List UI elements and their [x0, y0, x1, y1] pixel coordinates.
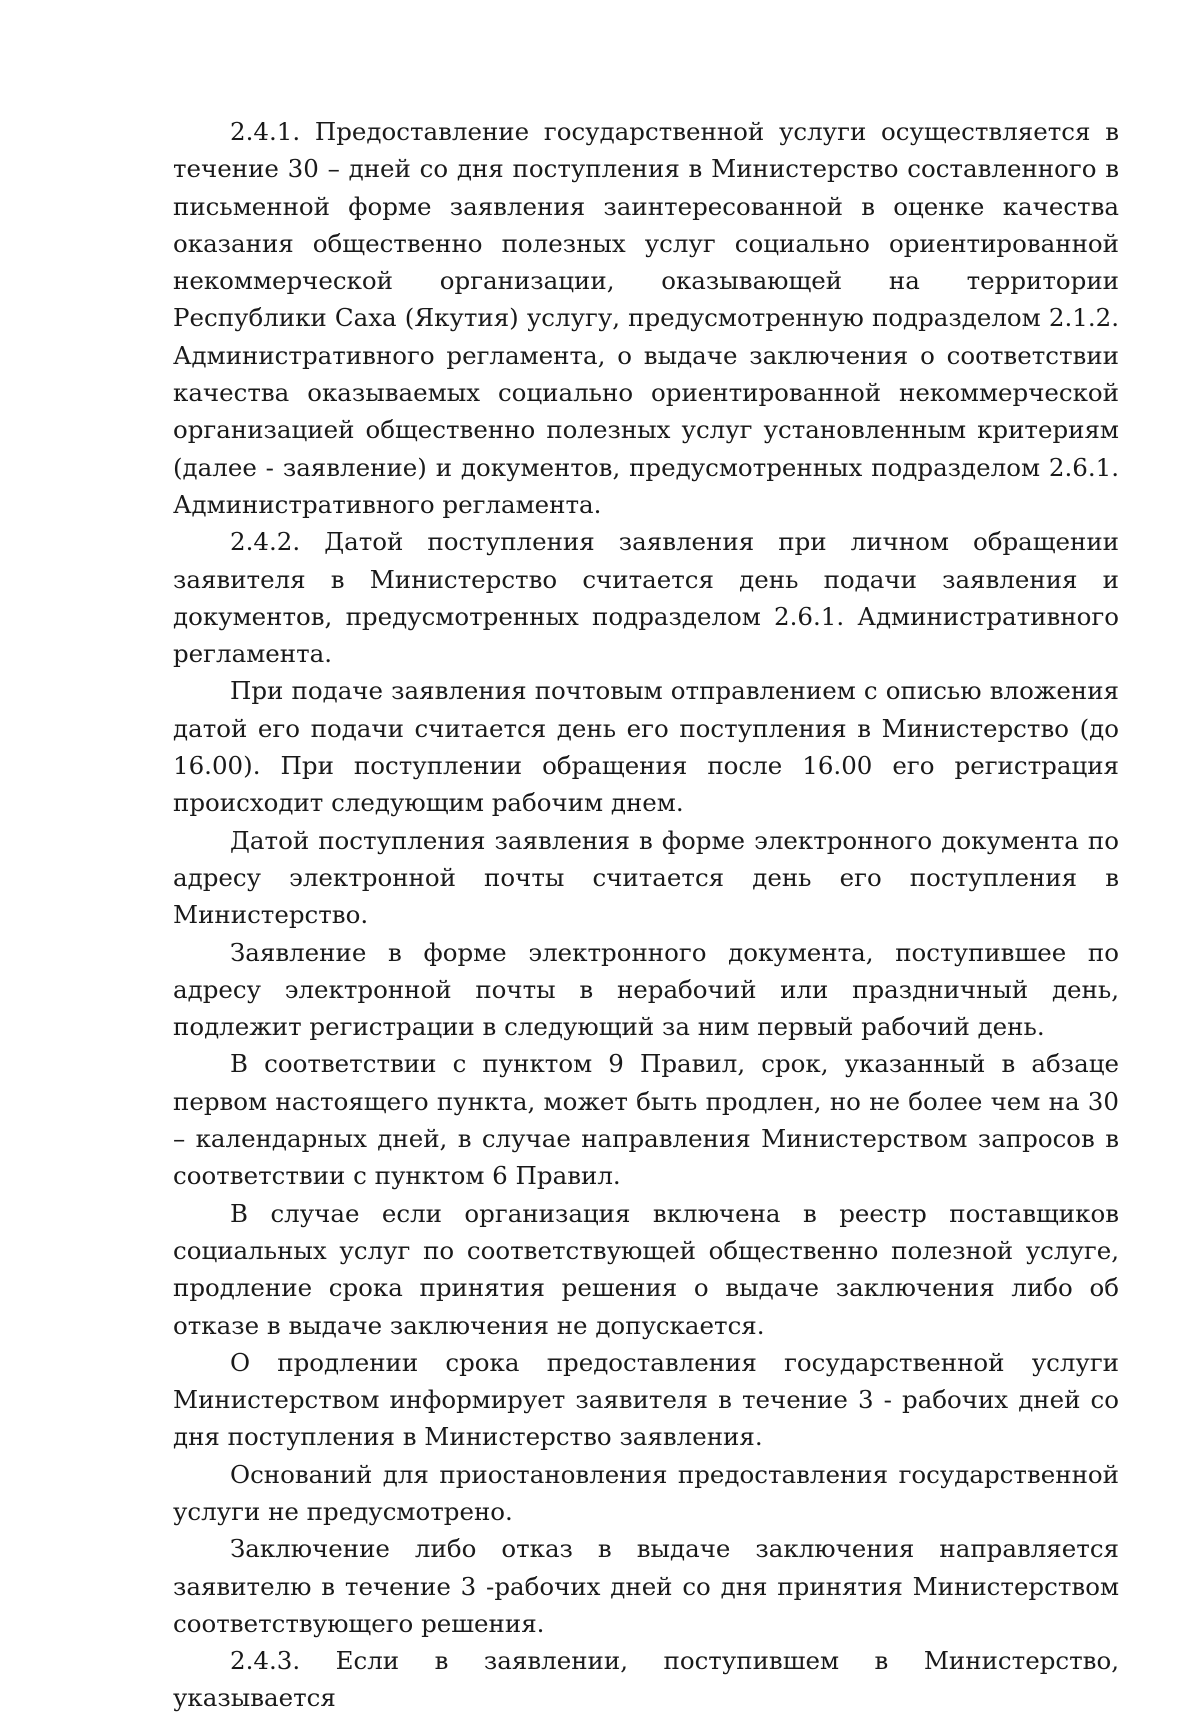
- paragraph-term-extension: В соответствии с пунктом 9 Правил, срок, указанный в абзаце первом настоящего пункта, может быть продлен, но не более чем на 30 – календарных дней, в случае направления Министерством запросов в соответствии с пунктом 6 Правил.: [173, 1049, 1119, 1191]
- paragraph-2-4-1: 2.4.1. Предоставление государственной услуги осуществляется в течение 30 – дней со дня поступления в Министерство составленного в письменной форме заявления заинтересованной в оценке качества оказания общественно полезных услуг социально ориентированной некоммерческой организации, оказывающей на территории Республики Саха (Якутия) услугу, предусмотренную подразделом 2.1.2. Административного регламента, о выдаче заключения о соответствии качества оказываемых социально ориентированной некоммерческой организацией общественно полезных услуг установленным критериям (далее - заявление) и документов, предусмотренных подразделом 2.6.1. Административного регламента.: [173, 117, 1119, 519]
- paragraph-non-working-day: Заявление в форме электронного документа, поступившее по адресу электронной почты в нерабочий или праздничный день, подлежит регистрации в следующий за ним первый рабочий день.: [173, 937, 1119, 1042]
- paragraph-2-4-3: 2.4.3. Если в заявлении, поступившем в Министерство, указывается: [173, 1646, 1119, 1713]
- paragraph-decision-delivery: Заключение либо отказ в выдаче заключения направляется заявителю в течение 3 -рабочих дней со дня принятия Министерством соответствующего решения.: [173, 1534, 1119, 1638]
- paragraph-2-4-2: 2.4.2. Датой поступления заявления при личном обращении заявителя в Министерство считается день подачи заявления и документов, предусмотренных подразделом 2.6.1. Административного регламента.: [173, 527, 1119, 669]
- paragraph-extension-notice: О продлении срока предоставления государственной услуги Министерством информирует заявителя в течение 3 - рабочих дней со дня поступления в Министерство заявления.: [173, 1347, 1119, 1452]
- paragraph-postal-submission: При подаче заявления почтовым отправлением с описью вложения датой его подачи считается день его поступления в Министерство (до 16.00). При поступлении обращения после 16.00 его регистрация происходит следующим рабочим днем.: [173, 676, 1119, 818]
- paragraph-electronic-submission: Датой поступления заявления в форме электронного документа по адресу электронной почты считается день его поступления в Министерство.: [173, 825, 1119, 930]
- paragraph-no-suspension: Оснований для приостановления предоставления государственной услуги не предусмотрено.: [173, 1459, 1119, 1526]
- paragraph-registry-no-extension: В случае если организация включена в реестр поставщиков социальных услуг по соответствующей общественно полезной услуге, продление срока принятия решения о выдаче заключения либо об отказе в выдаче заключения не допускается.: [173, 1198, 1119, 1340]
- document-body: [173, 113, 1119, 1717]
